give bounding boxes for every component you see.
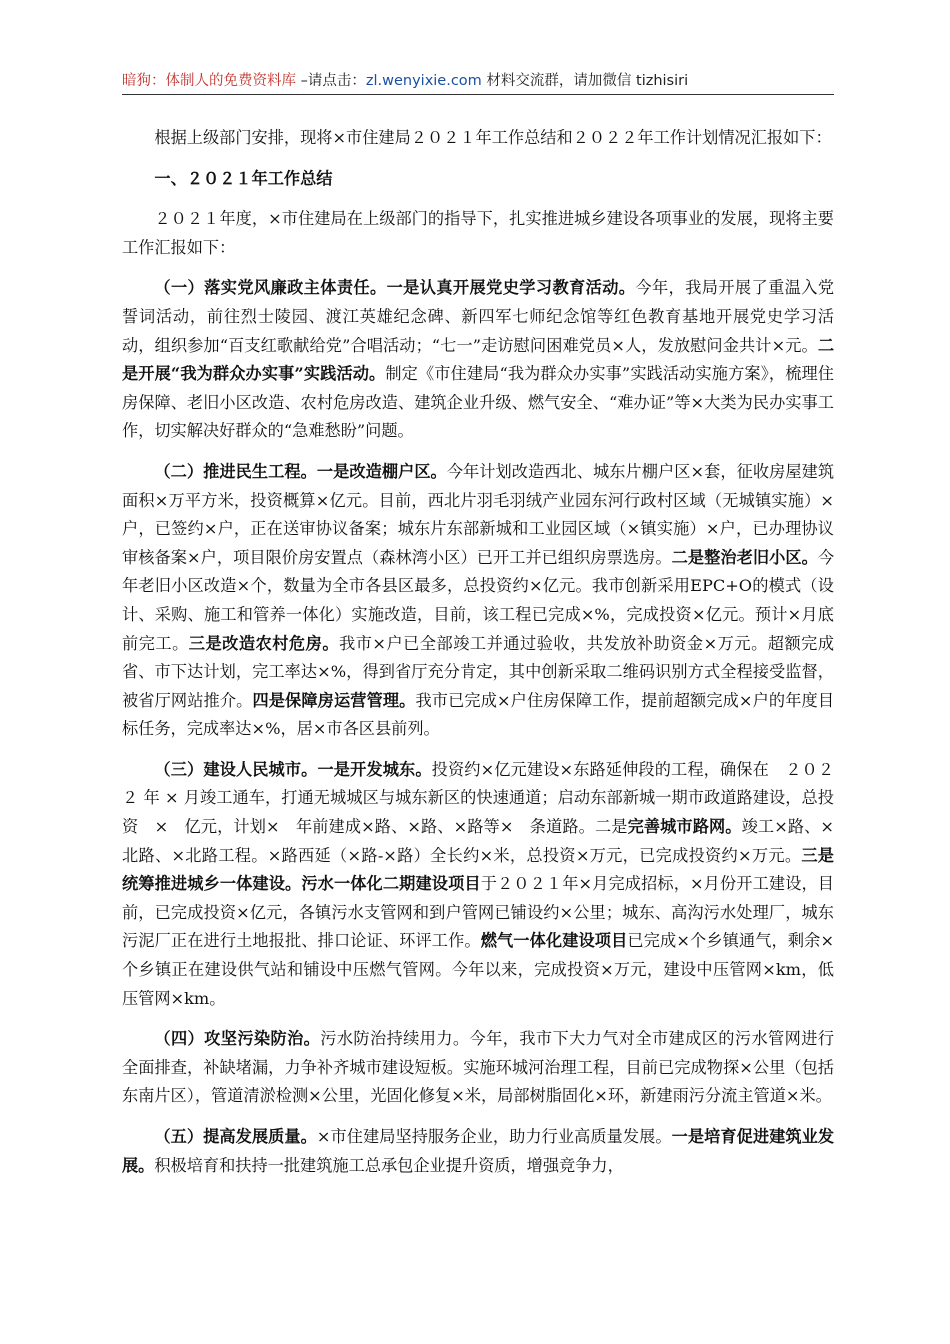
bold-phrase: 三是改造农村危房。 xyxy=(188,633,340,653)
paragraph-pollution-control xyxy=(122,1025,834,1111)
paragraph-heading: （二）推进民生工程。 xyxy=(154,461,317,481)
paragraph-development-quality xyxy=(122,1123,834,1180)
paragraph-livelihood xyxy=(122,458,834,744)
bold-phrase: 一是开发城东。 xyxy=(317,759,432,779)
header-url-link[interactable]: zl.wenyixie.com xyxy=(365,73,482,89)
section-intro-paragraph: ２０２１年度，×市住建局在上级部门的指导下，扎实推进城乡建设各项事业的发展，现将主要工作汇报如下： xyxy=(122,209,834,257)
paragraph-heading: （四）攻坚污染防治。 xyxy=(154,1029,321,1049)
paragraph-text: ×市住建局坚持服务企业，助力行业高质量发展。 xyxy=(316,1127,672,1146)
bold-phrase: 一是改造棚户区。 xyxy=(316,461,447,481)
bold-phrase: 一是认真开展党史学习教育活动。 xyxy=(386,278,636,298)
paragraph-party-responsibility xyxy=(122,274,834,446)
bold-phrase: 燃气一体化建设项目 xyxy=(480,931,628,951)
paragraph-text: 今年老旧小区改造×个，数量为全市各县区最多，总投资约×亿元。我市创新采用EPC+O的模式（设计、采购、施工和管养一体化）实施改造，目前，该工程已完成×%，完成投资×亿元。预计×月底前完工。 xyxy=(122,547,835,653)
document-body xyxy=(122,124,834,1192)
paragraph-text: 于２０２１年×月完成招标，×月份开工建设，目前，已完成投资×亿元，各镇污水支管网和到户管网已铺设约×公里；城东、高沟污水处理厂，城东污泥厂正在进行土地报批、排口论证、环评工作。 xyxy=(122,874,834,951)
header-brand: 暗狗：体制人的免费资料库 xyxy=(122,73,296,89)
section-title: 一、２０２１年工作总结 xyxy=(154,168,333,188)
bold-phrase: 二是开展“我为群众办实事”实践活动。 xyxy=(122,335,834,384)
bold-phrase: 一是培育促进建筑业发展。 xyxy=(122,1127,835,1175)
paragraph-text: 我市已完成×户住房保障工作，提前超额完成×户的年度目标任务，完成率达×%，居×市各区县前列。 xyxy=(122,690,835,739)
paragraph-text: 污水防治持续用力。今年，我市下大力气对全市建成区的污水管网进行全面排查，补缺堵漏，力争补齐城市建设短板。实施环城河治理工程，目前已完成物探×公里（包括东南片区），管道清淤检测×公里，光固化修复×米，局部树脂固化×环，新建雨污分流主管道×米。 xyxy=(122,1029,835,1106)
paragraph-text: 制定《市住建局“我为群众办实事”实践活动实施方案》，梳理住房保障、老旧小区改造、农村危房改造、建筑企业升级、燃气安全、“难办证”等×大类为民办实事工作，切实解决好群众的“急难愁盼”问题。 xyxy=(122,364,834,441)
header-contact: 材料交流群，请加微信 tizhisiri xyxy=(481,73,689,89)
paragraph-text: 积极培育和扶持一批建筑施工总承包企业提升资质，增强竞争力， xyxy=(154,1155,624,1175)
header-click-prefix: –请点击： xyxy=(296,73,366,89)
paragraph-city-building xyxy=(122,756,834,1013)
paragraph-heading: （三）建设人民城市。 xyxy=(154,759,318,779)
header-divider xyxy=(122,94,834,95)
paragraph-heading: （五）提高发展质量。 xyxy=(154,1127,317,1146)
bold-phrase: 四是保障房运营管理。 xyxy=(252,690,416,710)
paragraph-text: 今年计划改造西北、城东片棚户区×套，征收房屋建筑面积×万平方米，投资概算×亿元。目前，西北片羽毛羽绒产业园东河行政村区域（无城镇实施）×户，已签约×户，正在送审协议备案；城东片东部新城和工业园区域（×镇实施）×户，已办理协议审核备案×户，项目限价房安置点（森林湾小区）已开工并已组织房票选房。 xyxy=(122,461,835,567)
intro-paragraph: 根据上级部门安排，现将×市住建局２０２１年工作总结和２０２２年工作计划情况汇报如下： xyxy=(154,128,832,147)
bold-phrase: 二是整治老旧小区。 xyxy=(671,547,818,567)
paragraph-text: 已完成×个乡镇通气，剩余×个乡镇正在建设供气站和铺设中压燃气管网。今年以来，完成投资×万元，建设中压管网×km，低压管网×km。 xyxy=(122,931,835,1008)
paragraph-text: 今年，我局开展了重温入党誓词活动，前往烈士陵园、渡江英雄纪念碑、新四军七师纪念馆等红色教育基地开展党史学习活动，组织参加“百支红歌献给党”合唱活动；“七一”走访慰问困难党员×人，发放慰问金共计×元。 xyxy=(122,278,835,355)
bold-phrase: 完善城市路网。 xyxy=(627,817,742,837)
paragraph-text: 我市×户已全部竣工并通过验收，共发放补助资金×万元。超额完成省、市下达计划，完工率达×%，得到省厅充分肯定，其中创新采取二维码识别方式全程接受监督，被省厅网站推介。 xyxy=(122,633,835,710)
paragraph-heading: （一）落实党风廉政主体责任。 xyxy=(154,278,387,298)
page-header xyxy=(122,69,834,91)
paragraph-text: 竣工×路、×北路、×北路工程。×路西延（×路-×路）全长约×米，总投资×万元，已完成投资约×万元。 xyxy=(122,817,835,865)
paragraph-text: 投资约×亿元建设×东路延伸段的工程，确保在 ２０２２ 年 × 月竣工通车，打通无城城区与城东新区的快速通道；启动东部新城一期市政道路建设，总投资 × 亿元，计划× 年前建成×路、×路、×路等× 条道路。二是 xyxy=(122,759,835,837)
bold-phrase: 三是统筹推进城乡一体建设。污水一体化二期建设项目 xyxy=(122,845,834,894)
